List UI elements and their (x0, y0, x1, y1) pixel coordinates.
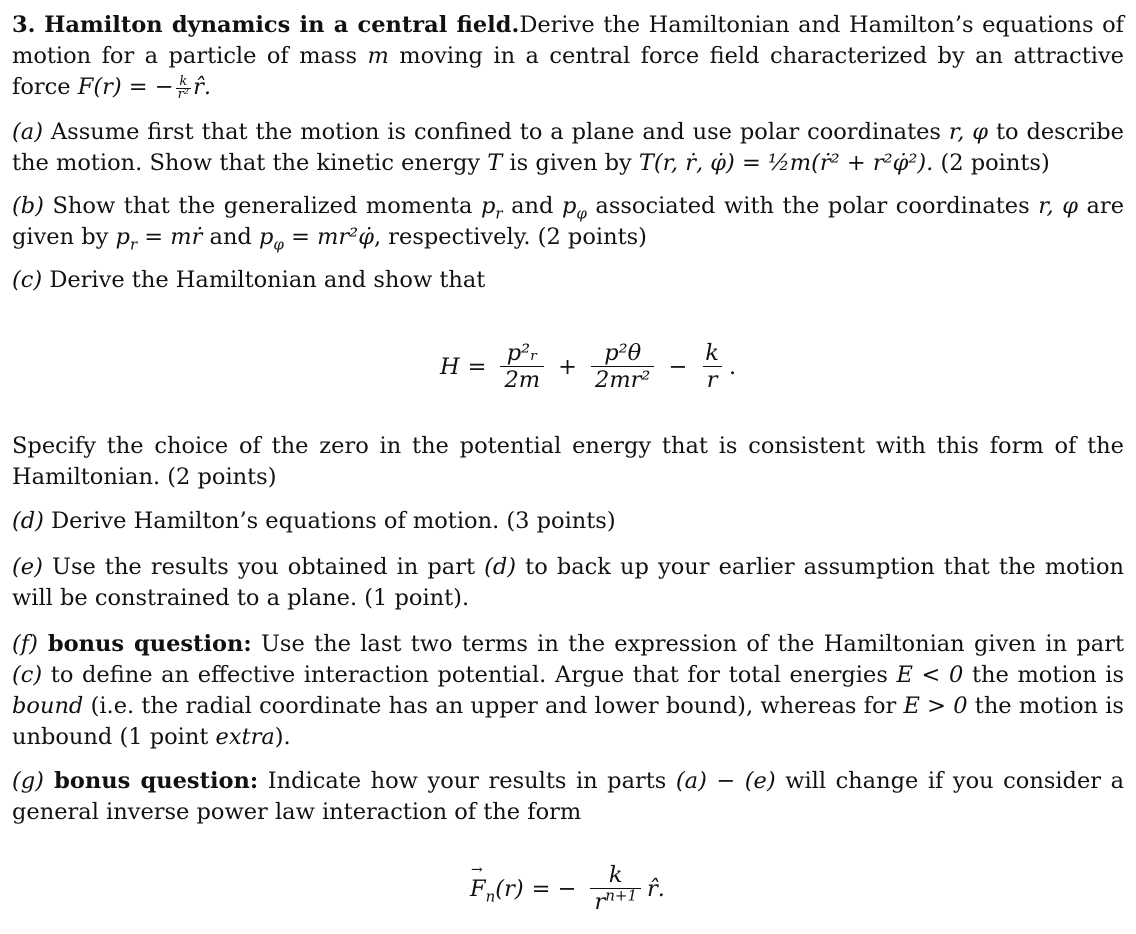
momentum-pphi-formula: $p_\varphi$ = mr²φ̇ (259, 224, 374, 254)
part-c-label: (c) (12, 267, 43, 293)
part-e: (e) Use the results you obtained in part (d) to back up your earlier assumption that the motion will be constrained to a plane. (1 point). (12, 554, 1124, 611)
hamiltonian-term-angular: $\frac{\text{p²θ}}{\text{2mr²}}$ (591, 340, 654, 393)
part-d-label: (d) (12, 508, 44, 534)
part-c-followup: Specify the choice of the zero in the potential energy that is consistent with this form of the Hamiltonian. (2 points) (12, 433, 1124, 490)
momentum-pr-formula: $p_r$ = mṙ (115, 224, 203, 254)
part-a: (a) Assume first that the motion is confined to a plane and use polar coordinates r, φ to describe the motion. Show that the kinetic energy T is given by T(r, ṙ, φ̇) = ½m(ṙ² + r²φ̇²). (2 points) (12, 119, 1124, 176)
power-law-force-equation: → $F_n(r)$ = − $\frac{k}{r^{n+1}}$ r̂. (470, 862, 665, 915)
part-b: (b) Show that the generalized momenta $p_r$ and $p_\varphi$ associated with the polar coordinates r, φ are given by $p_r$ = mṙ and $p_\varphi$ = mr²φ̇, respectively. (2 points) (12, 193, 1125, 254)
part-e-label: (e) (12, 554, 43, 580)
hamiltonian-term-radial: $\frac{\text{p²ᵣ}}{2m}$ (500, 340, 544, 393)
part-c: (c) Derive the Hamiltonian and show that (12, 267, 486, 293)
part-b-label: (b) (12, 193, 44, 219)
force-expression: F(r) = − $\frac{k}{\text{r²}}$ r̂. (77, 73, 211, 102)
part-f: (f) bonus question: Use the last two terms in the expression of the Hamiltonian given in part (c) to define an effective interaction potential. Argue that for total energies E < 0 the motion is bound (i.e. the radial coordinate has an upper and lower bound), whereas for E > 0 the motion is unbound (1 point extra). (12, 631, 1124, 750)
part-d: (d) Derive Hamilton’s equations of motion. (3 points) (12, 508, 616, 534)
part-g: (g) bonus question: Indicate how your results in parts (a) − (e) will change if you consider a general inverse power law interaction of the form (12, 768, 1124, 825)
part-f-label: (f) (12, 631, 38, 657)
part-a-label: (a) (12, 119, 43, 145)
hamiltonian-equation: H = $\frac{\text{p²ᵣ}}{2m}$ + $\frac{\text{p²θ}}{\text{2mr²}}$ − $\frac{k}{r}$ . (440, 340, 737, 393)
hamiltonian-term-potential: $\frac{k}{r}$ (701, 340, 723, 393)
problem-number: 3. (12, 12, 36, 38)
kinetic-energy-formula: T(r, ṙ, φ̇) = ½m(ṙ² + r²φ̇²). (638, 150, 934, 176)
problem-title: Hamilton dynamics in a central field. (44, 12, 520, 38)
problem-intro: 3. Hamilton dynamics in a central field.Derive the Hamiltonian and Hamilton’s equations of motion for a particle of mass m moving in a central force field characterized by an attractive force F(r) = − $\frac{k}{\text{r²}}$ r̂. (12, 12, 1125, 102)
part-g-label: (g) (12, 768, 44, 794)
